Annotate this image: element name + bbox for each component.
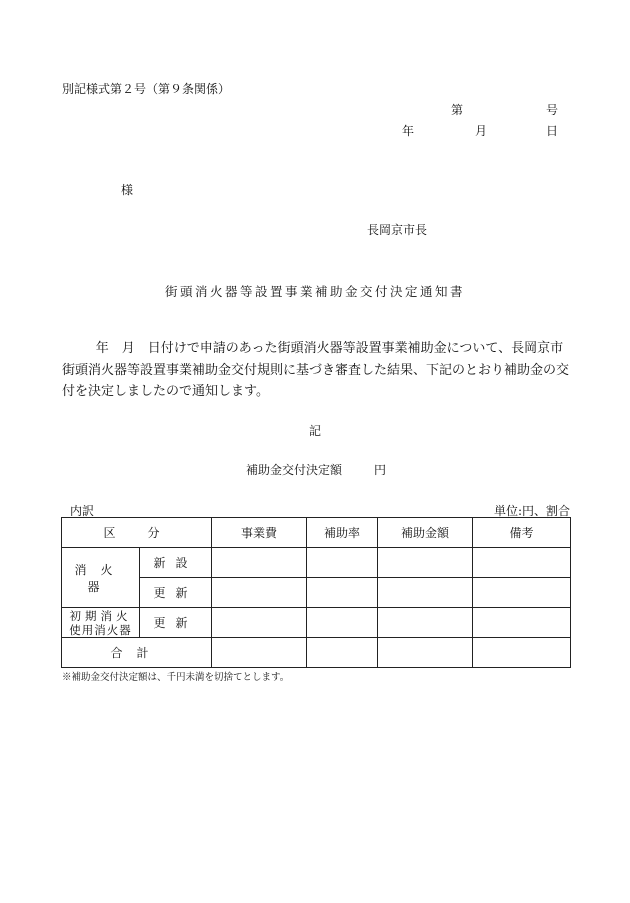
table-row xyxy=(62,548,571,578)
subsidy-amount-label: 補助金交付決定額 xyxy=(246,463,343,477)
header-remarks: 備考 xyxy=(473,518,571,548)
table-header-row xyxy=(62,518,571,548)
addressee-suffix: 様 xyxy=(121,183,134,197)
cell-rate[interactable] xyxy=(307,578,378,608)
issuer: 長岡京市長 xyxy=(367,223,428,237)
cell-cost[interactable] xyxy=(212,608,307,638)
subsidy-amount-unit: 円 xyxy=(374,463,387,477)
cell-remarks[interactable] xyxy=(473,578,571,608)
number-dai: 第 xyxy=(451,103,464,117)
group-extinguisher: 消火器 xyxy=(62,548,140,608)
header-rate: 補助率 xyxy=(307,518,378,548)
row-renewal-initial: 更新 xyxy=(140,608,212,638)
date-year-label: 年 xyxy=(402,124,415,138)
cell-cost-total[interactable] xyxy=(212,638,307,668)
row-total: 合計 xyxy=(62,638,212,668)
breakdown-table xyxy=(61,517,571,668)
ki-heading: 記 xyxy=(308,424,321,438)
cell-remarks[interactable] xyxy=(473,608,571,638)
group-initial-extinguisher xyxy=(62,608,140,638)
cell-subsidy[interactable] xyxy=(378,608,473,638)
header-category: 区 分 xyxy=(62,518,212,548)
unit-note: 単位:円、割合 xyxy=(493,504,570,518)
cell-rate[interactable] xyxy=(307,608,378,638)
date-month-label: 月 xyxy=(475,124,488,138)
cell-remarks-total[interactable] xyxy=(473,638,571,668)
form-label: 別記様式第２号（第９条関係） xyxy=(62,82,231,96)
group2-line1: 初期消火 xyxy=(69,608,132,623)
group2-line2: 使用消火器 xyxy=(69,622,132,637)
cell-cost[interactable] xyxy=(212,578,307,608)
number-go: 号 xyxy=(546,103,559,117)
table-row xyxy=(62,608,571,638)
header-subsidy: 補助金額 xyxy=(378,518,473,548)
breakdown-label: 内訳 xyxy=(70,504,95,518)
row-renewal: 更新 xyxy=(140,578,212,608)
cell-subsidy[interactable] xyxy=(378,578,473,608)
cell-rate-total[interactable] xyxy=(307,638,378,668)
cell-remarks[interactable] xyxy=(473,548,571,578)
cell-subsidy[interactable] xyxy=(378,548,473,578)
header-cost: 事業費 xyxy=(212,518,307,548)
cell-cost[interactable] xyxy=(212,548,307,578)
row-new-install: 新設 xyxy=(140,548,212,578)
cell-rate[interactable] xyxy=(307,548,378,578)
body-text: 年 月 日付けで申請のあった街頭消火器等設置事業補助金について、長岡京市街頭消火器等設置事業補助金交付規則に基づき審査した結果、下記のとおり補助金の交付を決定しましたので通知します。 xyxy=(62,341,570,399)
table-total-row xyxy=(62,638,571,668)
date-day-label: 日 xyxy=(546,124,559,138)
cell-subsidy-total[interactable] xyxy=(378,638,473,668)
document-title: 街頭消火器等設置事業補助金交付決定通知書 xyxy=(164,284,465,299)
subsidy-amount-line xyxy=(246,461,386,478)
footnote: ※補助金交付決定額は、千円未満を切捨てとします。 xyxy=(62,672,290,683)
